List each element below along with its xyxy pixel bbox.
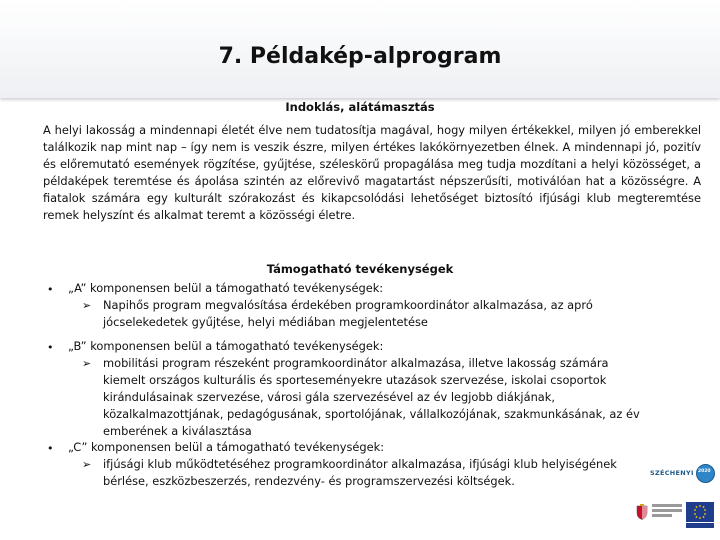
page-title: 7. Példakép-alprogram bbox=[218, 44, 502, 69]
justification-paragraph: A helyi lakosság a mindennapi életét élve nem tudatosítja magával, hogy milyen értékekkel, milyen jó emberekkel találkozik nap mint nap – így nem is veszik észre, milyen értékes lakókörnyezetben élnek. A mindennapi jó, pozitív és előremutató események rögzítése, gyűjtése, széleskörű propagálása meg tudja mozdítani a helyi közösséget, a példaképek teremtése és ápolása szintén az előrevivő magatartást népszerűsíti, motiválóan hat a közösségre. A fiatalok számára egy kulturált szórakozást és kikapcsolódási lehetőséget biztosító ifjúsági klub megteremtése remek helyszínt és alkalmat teremt a közösségi életre. bbox=[43, 123, 701, 222]
list-item-line: Napihős program megvalósítása érdekében programkoordinátor alkalmazása, az apró bbox=[103, 298, 593, 312]
bullet-icon: • bbox=[47, 442, 54, 455]
list-item-line: jócselekedetek gyűjtése, helyi médiában megjelentetése bbox=[103, 315, 428, 329]
funding-logos bbox=[632, 446, 718, 540]
component-c-label: „C” komponensen belül a támogatható tevékenységek: bbox=[68, 440, 385, 454]
arrow-bullet-icon: ➢ bbox=[82, 357, 92, 370]
eu-banner bbox=[686, 523, 714, 528]
hungarian-crest-icon bbox=[636, 504, 648, 520]
list-item-line: ifjúsági klub működtetéséhez programkoordinátor alkalmazása, ifjúsági klub helyiségének bbox=[103, 457, 617, 471]
component-a-label: „A” komponensen belül a támogatható tevékenységek: bbox=[68, 281, 384, 295]
arrow-bullet-icon: ➢ bbox=[82, 299, 92, 312]
component-c-activity bbox=[103, 456, 663, 490]
component-a-activity bbox=[103, 297, 663, 331]
szechenyi-logo bbox=[632, 460, 718, 488]
brand-name: SZÉCHENYI bbox=[650, 469, 694, 477]
brand-number: 2020 bbox=[698, 469, 711, 474]
component-b-label: „B” komponensen belül a támogatható tevékenységek: bbox=[68, 339, 384, 353]
list-item-line: közalkalmazottjának, pedagógusának, sportolójának, vállalkozójának, szakmunkásának, az év bbox=[103, 407, 640, 421]
list-item-line: emberének a kiválasztása bbox=[103, 424, 252, 438]
arrow-bullet-icon: ➢ bbox=[82, 458, 92, 471]
component-b-activity bbox=[103, 355, 663, 440]
list-item-line: mobilitási program részeként programkoordinátor alkalmazása, illetve lakosság számára bbox=[103, 356, 609, 370]
justification-heading: Indoklás, alátámasztás bbox=[285, 100, 435, 114]
activities-heading: Támogatható tevékenységek bbox=[266, 262, 454, 276]
government-text-logo bbox=[652, 504, 682, 517]
list-item-line: bérlése, eszközbeszerzés, rendezvény- és programszervezési költségek. bbox=[103, 474, 515, 488]
bullet-icon: • bbox=[47, 341, 54, 354]
eu-flag-icon bbox=[686, 502, 714, 522]
bullet-icon: • bbox=[47, 283, 54, 296]
list-item-line: kirándulásainak szervezése, városi gála szervezésével az év legjobb diákjának, bbox=[103, 390, 555, 404]
list-item-line: kiemelt országos kulturális és sporteseményekre utazások szervezése, iskolai csoportok bbox=[103, 373, 607, 387]
